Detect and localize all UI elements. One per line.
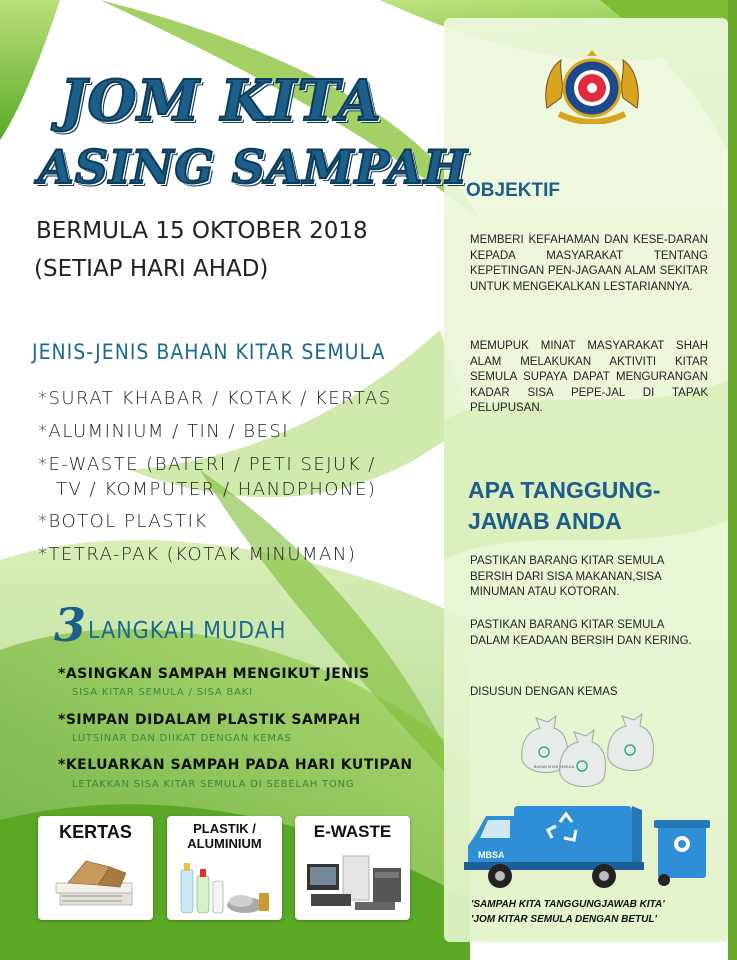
responsibility-heading-line-1: APA TANGGUNG- [468,477,661,503]
truck-label: MBSA [478,850,505,860]
category-label: ALUMINIUM [187,836,262,851]
steps-number: 3 [54,598,87,652]
material-item: *E-WASTE (BATERI / PETI SEJUK / [38,454,376,475]
category-card-plastik [167,816,282,920]
material-item: *SURAT KHABAR / KOTAK / KERTAS [38,388,392,409]
slogan: 'SAMPAH KITA TANGGUNGJAWAB KITA' [471,899,665,910]
step-sub: LETAKKAN SISA KITAR SEMULA DI SEBELAH TONG [72,779,355,790]
slogan: 'JOM KITAR SEMULA DENGAN BETUL' [471,914,657,925]
objective-heading: OBJEKTIF [466,180,560,201]
step-main: *SIMPAN DIDALAM PLASTIK SAMPAH [58,712,361,728]
category-card-kertas [38,816,153,920]
responsibility-para-1: PASTIKAN BARANG KITAR SEMULA BERSIH DARI SISA MAKANAN,SISA MINUMAN ATAU KOTORAN. [470,555,664,598]
material-item: *BOTOL PLASTIK [38,511,208,532]
title-line-1: JOM KITA [60,68,382,134]
step-main: *ASINGKAN SAMPAH MENGIKUT JENIS [58,666,370,682]
electronics-icon [295,842,410,916]
responsibility-para-3: DISUSUN DENGAN KEMAS [470,686,618,698]
title-line-2: ASING SAMPAH [38,140,468,194]
garbage-truck-illustration [464,796,714,896]
objective-para-1: MEMBERI KEFAHAMAN DAN KESE-DARAN KEPADA MASYARAKAT TENTANG KEPETINGAN PEN-JAGAAN ALAM SEKITAR UNTUK MENGEKALKAN LESTARIANNYA. [470,234,708,293]
steps-heading: LANGKAH MUDAH [88,618,287,644]
paper-stack-icon [38,843,153,913]
category-label: E-WASTE [313,822,392,841]
recycle-bags-illustration [512,710,672,798]
bottles-cans-icon [167,851,282,919]
objective-para-2: MEMUPUK MINAT MASYARAKAT SHAH ALAM MELAKUKAN AKTIVITI KITAR SEMULA SUPAYA DAPAT MENGURANGAN KADAR SISA PEPE-JAL DI TAPAK PELUPUSAN. [470,340,708,414]
step-sub: SISA KITAR SEMULA / SISA BAKI [72,687,253,698]
materials-heading: JENIS-JENIS BAHAN KITAR SEMULA [32,340,386,364]
start-date: BERMULA 15 OKTOBER 2018 [36,218,368,244]
responsibility-heading-line-2: JAWAB ANDA [468,508,622,534]
mbsa-crest-logo [537,48,647,124]
step-sub: LUTSINAR DAN DIIKAT DENGAN KEMAS [72,733,292,744]
material-item: *ALUMINIUM / TIN / BESI [38,421,290,442]
responsibility-para-2: PASTIKAN BARANG KITAR SEMULA DALAM KEADAAN BERSIH DAN KERING. [470,619,692,647]
bag-label: BAHAN KITAR SEMULA [534,765,575,769]
material-item: *TETRA-PAK (KOTAK MINUMAN) [38,544,357,565]
material-item: TV / KOMPUTER / HANDPHONE) [56,479,377,500]
step-main: *KELUARKAN SAMPAH PADA HARI KUTIPAN [58,757,413,773]
category-label: KERTAS [59,822,132,842]
category-label: PLASTIK / [193,821,256,836]
collection-day: (SETIAP HARI AHAD) [34,256,269,282]
category-card-ewaste [295,816,410,920]
